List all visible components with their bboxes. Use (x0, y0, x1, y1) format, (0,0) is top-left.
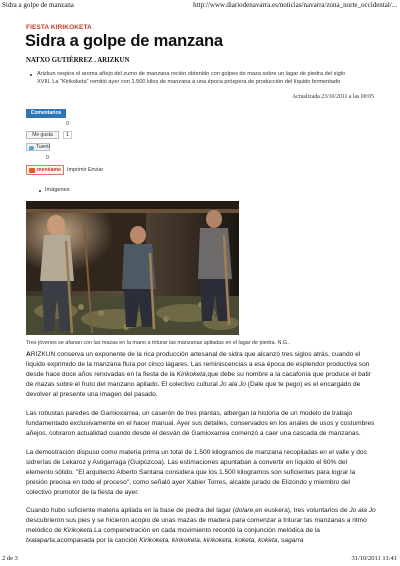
tuenti-icon (29, 146, 34, 150)
print-footer (0, 555, 400, 566)
tuenti-label: Tuenti (36, 144, 50, 150)
print-send-links[interactable]: Imprimir Enviar (67, 167, 104, 173)
lead-line-2: XVIII. La "Kirikoketa" remitió ayer con 1.500 kilos de manzana a una época próspera de producción del líquido fermentado (37, 78, 341, 85)
print-header (0, 0, 400, 12)
body-paragraph-4: Cuando hubo suficiente materia apilada en la base de piedra del lagar (dolare,en euskera), tres voluntarios de Jo ala Jo descubrieron sus pies y se hicieron acopio de unas mazas de madera para comenzar a triturar las manzanas a ritmo melódico de Kirikoketa.La compenetración en cada movimiento recordó la conjunción melódica de la txalaparta,acompasada por la canción Kirikoketa, kirikoketa, kirikoketa, koketa, koketa, sagarra (26, 507, 376, 544)
article-byline: NATXO GUTIÉRREZ . ARIZKUN (26, 57, 130, 64)
article-lead (37, 71, 382, 86)
page-number: 2 de 3 (2, 555, 18, 562)
drop-cap: A (26, 351, 31, 358)
body-paragraph-3: La demostración dispuso como materia prima un total de 1.500 kilogramos de manzana recopiladas en el valle y dos sidrerías de Lekaroz y Astigarraga (Guipúzcoa). Las estimaciones apuntaban a convertir en líquido el 60% del elemento sólido. "El arquitecto Alberto Santana considera que los 1.500 kilogramos son suficientes para lograr la presión precisa en todo el proceso", como señaló ayer Xabier Torres, alcalde jurado de Elizondo y miembro del colectivo promotor de la fiesta de ayer. (26, 449, 367, 496)
like-button[interactable]: Me gusta (26, 131, 59, 139)
article-photo[interactable] (26, 201, 239, 335)
tuenti-button[interactable] (26, 143, 50, 151)
updated-timestamp: Actualizada 23/10/2011 a las 00:05 (292, 94, 374, 100)
images-link[interactable]: Imágenes (45, 187, 70, 193)
meneame-button[interactable] (26, 165, 64, 175)
body-paragraph-2: Las robustas paredes de Gamioxarrea, un caserón de tres plantas, albergan la historia de un modelo de trabajo fundamentado exclusivamente en el hacer manual. Ayer sus detalles, conservados en los anales de usos y costumbres añejos, cobraron actualidad cuando desde el desván de Gamioxarrea comenzó a caer una cascada de manzanas. (26, 410, 375, 437)
print-datetime: 31/10/2011 11:41 (351, 555, 397, 562)
comments-count: 0 (66, 121, 69, 127)
article-kicker: FIESTA KIRIKOKETA (26, 24, 92, 31)
tuenti-count: 0 (46, 155, 49, 161)
meneame-icon (29, 168, 35, 173)
photo-illustration (26, 201, 239, 335)
article-headline: Sidra a golpe de manzana (25, 32, 223, 50)
photo-caption: Tres jóvenes se afanan con las mazas en la mano a triturar las manzanas apiladas en el lagar de piedra. N.G.. (26, 340, 291, 346)
like-count: 1 (63, 131, 72, 139)
meneame-label: menéame (37, 167, 61, 173)
lead-line-1: Arizkun respira el aroma añejo del zumo de manzana recién obtenido con golpes de maza sobre un lagar de piedra del siglo (37, 71, 346, 77)
body-paragraph-1: ARIZKUN conserva un exponente de la rica producción artesanal de sidra que alcanzó tres siglos atrás, cuando el líquido exprimido de la manzana fluía por cinco lagares. Las reminiscencias a esa época de esplendor productiva son desde hace doce años renovadas en la fiesta de la Kirikoketa,que debe su nombre a la cacafonía que produce el batir de mazas sobre el fruto del manzano apilado. El colectivo cultural Jo ala Jo (Dale que te pego) es el encargado de devolver al presente una imagen del pasado. (26, 351, 371, 398)
comments-button[interactable]: Comentarios (26, 109, 66, 118)
print-header-title: Sidra a golpe de manzana (2, 1, 74, 9)
print-header-url: http://www.diariodenavarra.es/noticias/navarra/zona_norte_occidental/... (193, 1, 397, 9)
